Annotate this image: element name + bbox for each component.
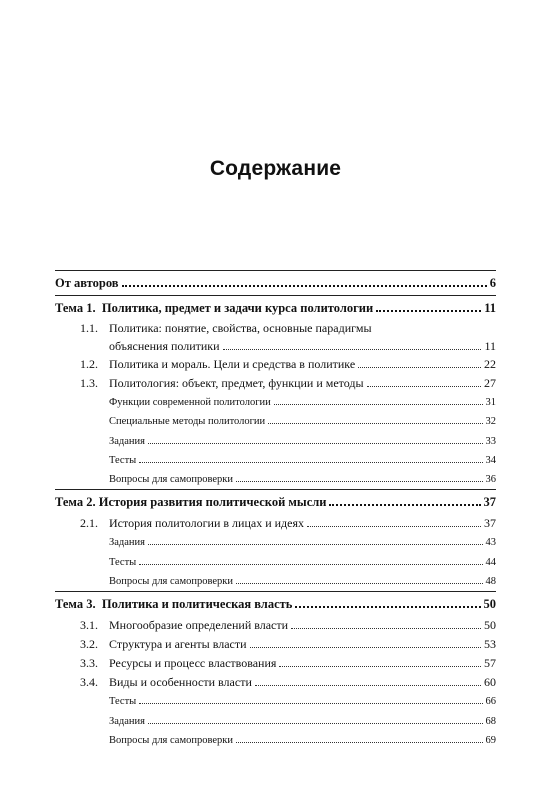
dot-leader <box>329 504 480 506</box>
toc-page-number: 6 <box>489 276 496 290</box>
toc-entry-label: Политика, предмет и задачи курса политологии <box>101 301 374 315</box>
toc-page-number: 37 <box>483 495 496 510</box>
toc-entry-1-1-cont[interactable] <box>55 337 496 355</box>
toc-entry-label: Специальные методы политологии <box>109 416 266 428</box>
toc-entry-label: объяснения политики <box>109 339 220 353</box>
section-number: 3.3. <box>80 656 98 671</box>
section-number: 3.4. <box>80 675 98 690</box>
toc-entry-label: История политологии в лицах и идеях <box>109 516 304 531</box>
toc-item[interactable] <box>55 572 496 591</box>
toc-entry-label: Вопросы для самопроверки <box>109 734 234 746</box>
dot-leader <box>295 606 480 608</box>
toc-page-number: 53 <box>484 637 496 652</box>
dot-leader <box>367 386 481 387</box>
section-number: 1.2. <box>80 357 98 371</box>
toc-page-number: 32 <box>485 416 496 428</box>
toc-item[interactable] <box>55 712 496 731</box>
toc-entry-topic-2[interactable] <box>55 490 496 514</box>
dot-leader <box>139 462 482 463</box>
toc-entry-1-2[interactable] <box>55 355 496 374</box>
toc-entry-label: Ресурсы и процесс властвования <box>109 656 277 671</box>
toc-entry-topic-3[interactable] <box>55 592 496 616</box>
toc-entry-3-2[interactable] <box>55 635 496 654</box>
dot-leader <box>279 666 481 667</box>
section-number: 2.1. <box>80 516 98 531</box>
toc-entry-label: История развития политической мысли <box>98 495 327 510</box>
toc-entry-label: Тесты <box>109 556 137 568</box>
toc-entry-label: Функции современной политологии <box>109 397 271 408</box>
dot-leader <box>236 742 482 743</box>
toc-page-number: 11 <box>484 301 496 315</box>
toc-page-number: 66 <box>485 696 496 708</box>
section-number: 1.3. <box>80 376 98 390</box>
toc-page-number: 50 <box>483 597 496 612</box>
toc-item[interactable] <box>55 692 496 711</box>
toc-page-number: 50 <box>484 618 496 633</box>
toc-item[interactable] <box>55 553 496 572</box>
topic-number: Тема 3. <box>55 597 96 612</box>
dot-leader <box>358 367 481 368</box>
toc-entry-1-1[interactable] <box>55 320 496 337</box>
dot-leader <box>376 310 481 312</box>
dot-leader <box>255 685 481 686</box>
toc-entry-label: От авторов <box>55 276 119 290</box>
toc-page-number: 44 <box>485 556 496 568</box>
toc-entry-label: Структура и агенты власти <box>109 637 247 652</box>
toc-page-number: 37 <box>484 516 496 531</box>
toc-item[interactable] <box>55 451 496 470</box>
toc-entry-label: Задания <box>109 435 145 447</box>
toc-page-number: 33 <box>485 435 496 447</box>
toc-entry-topic-1[interactable] <box>55 296 496 320</box>
toc-page-number: 69 <box>485 734 496 746</box>
dot-leader <box>250 647 481 648</box>
toc-page-number: 22 <box>484 357 496 371</box>
dot-leader <box>122 285 487 287</box>
toc-page-number: 60 <box>484 675 496 690</box>
toc-page-number: 11 <box>484 339 496 353</box>
dot-leader <box>148 544 483 545</box>
dot-leader <box>148 723 483 724</box>
toc-page-number: 68 <box>485 715 496 727</box>
toc-page-number: 43 <box>485 537 496 549</box>
topic-number: Тема 1. <box>55 301 96 315</box>
dot-leader <box>148 443 483 444</box>
toc-entry-label: Тесты <box>109 454 137 466</box>
section-number: 1.1. <box>80 321 98 335</box>
dot-leader <box>307 526 481 527</box>
toc-entry-2-1[interactable] <box>55 514 496 533</box>
toc-item[interactable] <box>55 533 496 552</box>
toc-item[interactable] <box>55 731 496 750</box>
toc-entry-label: Многообразие определений власти <box>109 618 289 633</box>
toc-entry-3-4[interactable] <box>55 673 496 692</box>
dot-leader <box>236 583 482 584</box>
toc-entry-label: Задания <box>109 715 145 727</box>
toc-entry-label: Политика и мораль. Цели и средства в политике <box>109 357 356 371</box>
toc-page-number: 27 <box>484 376 496 390</box>
toc-item[interactable] <box>55 393 496 412</box>
dot-leader <box>291 628 481 629</box>
dot-leader <box>274 404 483 405</box>
page-title: Содержание <box>209 157 342 180</box>
toc-page-number: 57 <box>484 656 496 671</box>
toc-page-number: 48 <box>485 576 496 588</box>
toc-entry-3-3[interactable] <box>55 654 496 673</box>
topic-number: Тема 2. <box>55 495 96 510</box>
toc-item[interactable] <box>55 432 496 451</box>
toc-entry-preface[interactable] <box>55 271 496 295</box>
dot-leader <box>223 349 482 350</box>
toc-entry-label: Политика: понятие, свойства, основные парадигмы <box>109 321 372 335</box>
toc-entry-label: Политика и политическая власть <box>101 597 293 612</box>
dot-leader <box>236 481 482 482</box>
toc-entry-label: Тесты <box>109 696 137 708</box>
toc-entry-1-3[interactable] <box>55 374 496 393</box>
dot-leader <box>139 703 482 704</box>
toc-item[interactable] <box>55 470 496 489</box>
toc-entry-label: Задания <box>109 537 145 549</box>
toc-entry-label: Виды и особенности власти <box>109 675 252 690</box>
toc-page-number: 36 <box>485 474 496 486</box>
toc-page-number: 31 <box>485 397 496 408</box>
toc-page-number: 34 <box>485 454 496 466</box>
toc-entry-label: Вопросы для самопроверки <box>109 474 234 486</box>
toc-entry-label: Вопросы для самопроверки <box>109 576 234 588</box>
section-number: 3.2. <box>80 637 98 652</box>
section-number: 3.1. <box>80 618 98 633</box>
dot-leader <box>268 423 482 424</box>
toc-item[interactable] <box>55 412 496 431</box>
toc-entry-3-1[interactable] <box>55 616 496 635</box>
toc-entry-label: Политология: объект, предмет, функции и методы <box>109 376 364 390</box>
table-of-contents <box>55 270 496 750</box>
dot-leader <box>139 564 482 565</box>
